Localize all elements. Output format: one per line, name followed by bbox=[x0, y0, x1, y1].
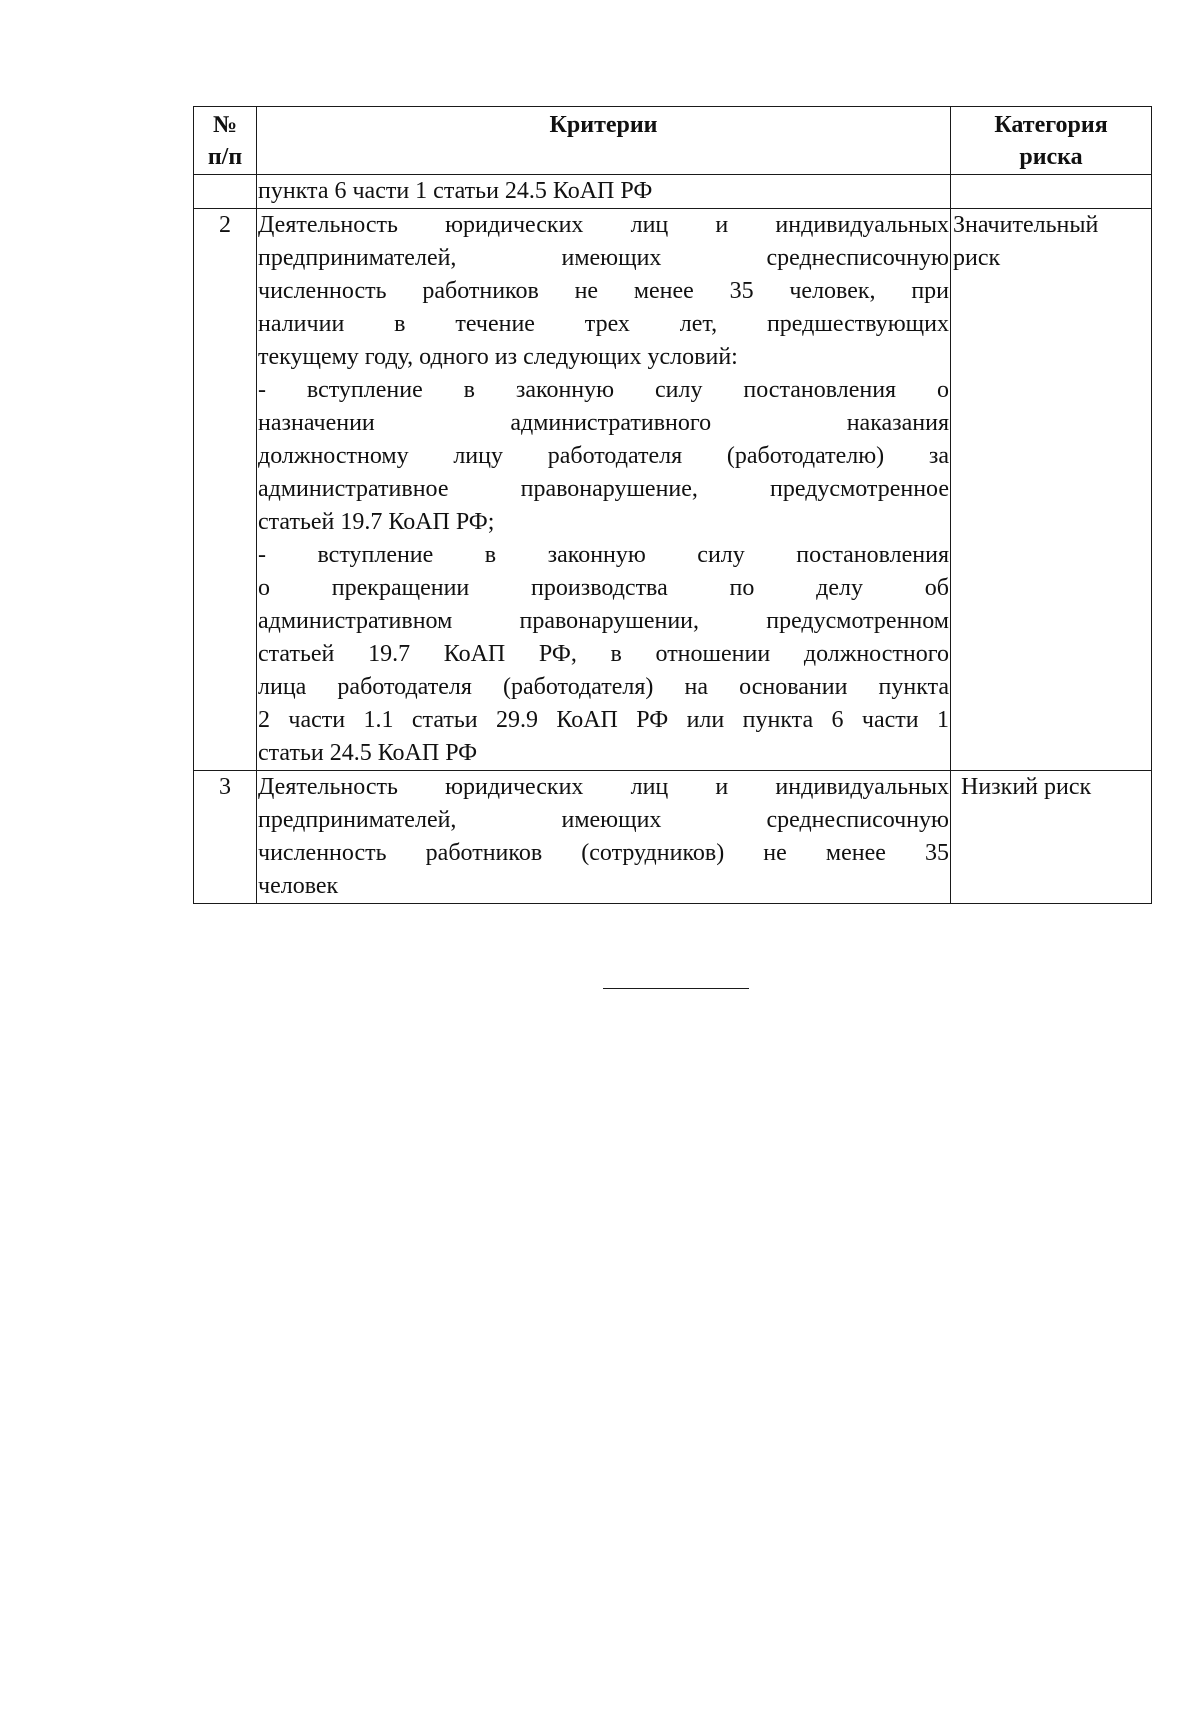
criteria-line: Деятельность юридических лиц и индивидуальных bbox=[258, 774, 949, 800]
criteria-line: - вступление в законную силу постановления о bbox=[258, 377, 949, 403]
header-num bbox=[194, 107, 257, 175]
table-row bbox=[194, 209, 1152, 771]
category-line: риск bbox=[953, 245, 1001, 271]
criteria-line: должностному лицу работодателя (работодателю) за bbox=[258, 443, 949, 469]
criteria-line: статьей 19.7 КоАП РФ, в отношении должностного bbox=[258, 641, 949, 667]
risk-criteria-table bbox=[193, 106, 1152, 904]
row-criteria bbox=[257, 209, 951, 771]
criteria-line: предпринимателей, имеющих среднесписочную bbox=[258, 807, 949, 833]
row-criteria bbox=[257, 175, 951, 209]
criteria-line: человек bbox=[258, 873, 339, 899]
criteria-line: статьи 24.5 КоАП РФ bbox=[258, 740, 478, 766]
criteria-line: численность работников (сотрудников) не менее 35 bbox=[258, 840, 949, 866]
criteria-line: административном правонарушении, предусмотренном bbox=[258, 608, 949, 634]
row-category bbox=[951, 209, 1152, 771]
criteria-line: - вступление в законную силу постановления bbox=[258, 542, 949, 568]
criteria-line: назначении административного наказания bbox=[258, 410, 949, 436]
category-line: Значительный bbox=[953, 212, 1099, 238]
header-criteria bbox=[257, 107, 951, 175]
end-of-document-rule bbox=[603, 988, 749, 989]
category-line: Низкий риск bbox=[961, 774, 1092, 800]
criteria-line: пункта 6 части 1 статьи 24.5 КоАП РФ bbox=[258, 178, 653, 204]
row-num: 3 bbox=[194, 771, 257, 904]
header-num-line-1: № bbox=[212, 112, 238, 138]
row-num: 2 bbox=[194, 209, 257, 771]
row-num bbox=[194, 175, 257, 209]
criteria-line: статьей 19.7 КоАП РФ; bbox=[258, 509, 495, 535]
criteria-line: лица работодателя (работодателя) на основании пункта bbox=[258, 674, 949, 700]
criteria-line: 2 части 1.1 статьи 29.9 КоАП РФ или пункта 6 части 1 bbox=[258, 707, 949, 733]
criteria-line: о прекращении производства по делу об bbox=[258, 575, 949, 601]
header-num-line-2: п/п bbox=[207, 144, 243, 170]
criteria-line: Деятельность юридических лиц и индивидуальных bbox=[258, 212, 949, 238]
table-body bbox=[194, 175, 1152, 904]
criteria-line: предпринимателей, имеющих среднесписочную bbox=[258, 245, 949, 271]
criteria-line: административное правонарушение, предусмотренное bbox=[258, 476, 949, 502]
row-category bbox=[951, 771, 1152, 904]
table-row bbox=[194, 771, 1152, 904]
header-category bbox=[951, 107, 1152, 175]
header-criteria-label: Критерии bbox=[549, 112, 658, 138]
table-row bbox=[194, 175, 1152, 209]
header-category-line-1: Категория bbox=[994, 112, 1108, 138]
row-category bbox=[951, 175, 1152, 209]
table-header-row bbox=[194, 107, 1152, 175]
criteria-line: наличии в течение трех лет, предшествующих bbox=[258, 311, 949, 337]
header-category-line-2: риска bbox=[1019, 144, 1083, 170]
row-criteria bbox=[257, 771, 951, 904]
criteria-line: численность работников не менее 35 человек, при bbox=[258, 278, 949, 304]
criteria-line: текущему году, одного из следующих условий: bbox=[258, 344, 738, 370]
